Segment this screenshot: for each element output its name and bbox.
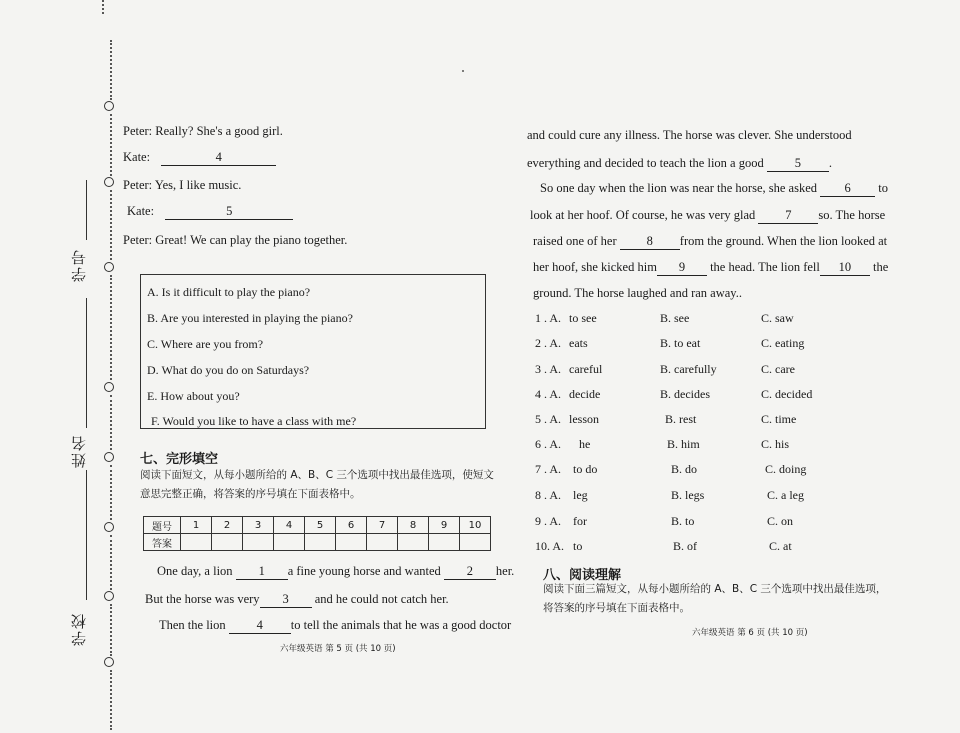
passage-text: to: [878, 181, 888, 195]
choice-number: 1 . A.: [535, 311, 562, 325]
answer-cell[interactable]: [274, 534, 305, 551]
answer-blank[interactable]: 5: [165, 204, 293, 220]
passage-text: her.: [495, 564, 515, 578]
speaker: Kate:: [123, 150, 151, 164]
binding-hole: [104, 382, 114, 392]
section-7-title: 七、完形填空: [140, 452, 219, 467]
table-number: 8: [398, 517, 429, 534]
choice-number: 3 . A.: [535, 362, 562, 376]
answer-blank[interactable]: 4: [161, 150, 276, 166]
choice-a[interactable]: to do: [573, 462, 598, 476]
binding-dotted-line: [110, 670, 112, 730]
answer-cell[interactable]: [367, 534, 398, 551]
choice-b[interactable]: B. see: [660, 311, 690, 325]
student-number-label: 学号: [70, 248, 88, 282]
binding-hole: [104, 452, 114, 462]
choice-number: 5 . A.: [535, 412, 562, 426]
choice-row: [535, 412, 865, 428]
dialogue-line: [123, 124, 283, 139]
table-number: 1: [181, 517, 212, 534]
choice-a[interactable]: lesson: [569, 412, 599, 426]
binding-hole: [104, 262, 114, 272]
student-number-line: [86, 180, 87, 240]
passage-text: everything and decided to teach the lion a good: [527, 156, 764, 170]
dialogue-line: [127, 204, 293, 220]
passage-text: raised one of her: [533, 234, 617, 248]
speaker: Peter:: [123, 233, 153, 247]
options-box: [140, 274, 486, 429]
name-line: [86, 298, 87, 428]
choice-b[interactable]: B. to eat: [660, 336, 701, 350]
choice-number: 4 . A.: [535, 387, 562, 401]
answer-cell[interactable]: [212, 534, 243, 551]
binding-hole: [104, 591, 114, 601]
choice-a[interactable]: eats: [569, 336, 588, 350]
passage-text: Then the lion: [159, 618, 226, 632]
choice-a[interactable]: leg: [573, 488, 588, 502]
dialogue-text: Really? She's a good girl.: [155, 124, 283, 138]
table-number: 9: [429, 517, 460, 534]
speaker: Kate:: [127, 204, 155, 218]
choice-row: [535, 488, 865, 504]
binding-dotted-line: [102, 0, 104, 14]
option-item: C. Where are you from?: [147, 337, 264, 351]
choice-b[interactable]: B. of: [673, 539, 697, 553]
binding-dotted-line: [110, 190, 112, 260]
speaker: Peter:: [123, 124, 153, 138]
passage-text: look at her hoof. Of course, he was very glad: [530, 208, 756, 222]
passage-text: from the ground. When the lion looked at: [679, 234, 888, 248]
choice-a[interactable]: careful: [569, 362, 603, 376]
option-item: A. Is it difficult to play the piano?: [147, 285, 311, 299]
choice-c[interactable]: C. saw: [761, 311, 794, 325]
binding-dotted-line: [110, 604, 112, 656]
cloze-blank[interactable]: 3: [260, 592, 312, 608]
table-number: 4: [274, 517, 305, 534]
choice-number: 8 . A.: [535, 488, 562, 502]
option-item: D. What do you do on Saturdays?: [147, 363, 310, 377]
choice-b[interactable]: B. to: [671, 514, 695, 528]
passage-line: [159, 618, 511, 634]
answer-cell[interactable]: [243, 534, 274, 551]
choice-c[interactable]: C. on: [767, 514, 794, 528]
passage-text: ground. The horse laughed and ran away..: [533, 286, 742, 300]
binding-dotted-line: [110, 40, 112, 100]
table-answer-label: 答案: [144, 534, 181, 551]
cloze-blank[interactable]: 9: [657, 260, 707, 276]
table-number: 7: [367, 517, 398, 534]
choice-row: [535, 539, 865, 555]
choice-a[interactable]: to: [573, 539, 583, 553]
choice-c[interactable]: C. decided: [761, 387, 813, 401]
binding-hole: [104, 177, 114, 187]
choice-number: 9 . A.: [535, 514, 562, 528]
dialogue-line: [123, 150, 276, 166]
option-item: E. How about you?: [147, 389, 240, 403]
cloze-blank[interactable]: 1: [236, 564, 288, 580]
binding-margin: [0, 0, 120, 733]
passage-text: a fine young horse and wanted: [287, 564, 441, 578]
choice-number: 2 . A.: [535, 336, 562, 350]
choice-a[interactable]: he: [579, 437, 591, 451]
passage-text: .: [828, 156, 832, 170]
option-item: B. Are you interested in playing the piano?: [147, 311, 353, 325]
table-number: 6: [336, 517, 367, 534]
choice-c[interactable]: C. time: [761, 412, 797, 426]
binding-hole: [104, 101, 114, 111]
answer-cell[interactable]: [305, 534, 336, 551]
table-number: 3: [243, 517, 274, 534]
choice-c[interactable]: C. eating: [761, 336, 805, 350]
answer-cell[interactable]: [336, 534, 367, 551]
choice-a[interactable]: decide: [569, 387, 601, 401]
choice-row: [535, 336, 865, 352]
choice-row: [535, 311, 865, 327]
binding-dotted-line: [110, 465, 112, 520]
passage-line: [533, 260, 888, 276]
passage-line: [527, 156, 832, 172]
choice-b[interactable]: B. legs: [671, 488, 705, 502]
speaker: Peter:: [123, 178, 153, 192]
choice-number: 10. A.: [535, 539, 565, 553]
passage-text: the head. The lion fell: [710, 260, 820, 274]
binding-hole: [104, 522, 114, 532]
choice-row: [535, 462, 865, 478]
section-7-instruction: 阅读下面短文，从每小题所给的 A、B、C 三个选项中找出最佳选项，使短文意思完整正确，将答案的序号填在下面表格中。: [140, 469, 494, 500]
choice-number: 6 . A.: [535, 437, 562, 451]
table-header-label: 题号: [144, 517, 181, 534]
passage-line: [145, 592, 449, 608]
choice-c[interactable]: C. care: [761, 362, 795, 376]
choice-c[interactable]: C. doing: [765, 462, 807, 476]
answer-table: [143, 516, 491, 551]
answer-cell[interactable]: [460, 534, 491, 551]
choice-b[interactable]: B. decides: [660, 387, 710, 401]
choice-row: [535, 437, 865, 453]
page-footer-right: 六年级英语 第 6 页 (共 10 页): [692, 628, 808, 638]
passage-text: so. The horse: [818, 208, 886, 222]
binding-hole: [104, 657, 114, 667]
answer-cell[interactable]: [181, 534, 212, 551]
choice-row: [535, 387, 865, 403]
binding-dotted-line: [110, 275, 112, 380]
choice-c[interactable]: C. his: [761, 437, 790, 451]
cloze-blank[interactable]: 7: [758, 208, 818, 224]
dialogue-text: Great! We can play the piano together.: [155, 233, 348, 247]
dialogue-line: [123, 178, 241, 193]
passage-text: One day, a lion: [157, 564, 233, 578]
table-number: 10: [460, 517, 491, 534]
cloze-blank[interactable]: 5: [767, 156, 829, 172]
passage-text: to tell the animals that he was a good doctor: [290, 618, 512, 632]
answer-cell[interactable]: [398, 534, 429, 551]
choice-row: [535, 514, 865, 530]
section-8-title: 八、阅读理解: [543, 568, 622, 583]
choice-a[interactable]: for: [573, 514, 587, 528]
choice-c[interactable]: C. a leg: [767, 488, 804, 502]
choice-b[interactable]: B. him: [667, 437, 700, 451]
answer-cell[interactable]: [429, 534, 460, 551]
cloze-blank[interactable]: 8: [620, 234, 680, 250]
cloze-blank[interactable]: 4: [229, 618, 291, 634]
section-8-instruction: 阅读下面三篇短文，从每小题所给的 A、B、C 三个选项中找出最佳选项，将答案的序号填在下面表格中。: [543, 583, 887, 614]
name-label: 姓名: [70, 434, 88, 468]
passage-text: her hoof, she kicked him: [533, 260, 657, 274]
school-line: [86, 470, 87, 600]
passage-line: [530, 208, 885, 224]
table-number: 5: [305, 517, 336, 534]
binding-dotted-line: [110, 535, 112, 590]
choice-a[interactable]: to see: [569, 311, 597, 325]
cloze-blank[interactable]: 6: [820, 181, 875, 197]
passage-text: But the horse was very: [145, 592, 260, 606]
answer-table-header-row: [144, 517, 491, 534]
passage-line: [157, 564, 514, 580]
cloze-blank[interactable]: 10: [820, 260, 870, 276]
choice-row: [535, 362, 865, 378]
passage-text: and could cure any illness. The horse was clever. She understood: [527, 128, 852, 142]
dialogue-line: [123, 233, 347, 248]
passage-line: [533, 234, 887, 250]
school-label: 学校: [70, 612, 88, 646]
passage-line: [540, 181, 888, 197]
choice-b[interactable]: B. rest: [665, 412, 697, 426]
cloze-blank[interactable]: 2: [444, 564, 496, 580]
passage-text: the: [873, 260, 889, 274]
page-footer-left: 六年级英语 第 5 页 (共 10 页): [280, 644, 396, 654]
choice-b[interactable]: B. carefully: [660, 362, 717, 376]
passage-text: So one day when the lion was near the horse, she asked: [540, 181, 818, 195]
answer-table-answer-row: [144, 534, 491, 551]
choice-b[interactable]: B. do: [671, 462, 698, 476]
speck: [462, 70, 464, 72]
table-number: 2: [212, 517, 243, 534]
option-item: F. Would you like to have a class with me?: [151, 414, 357, 428]
binding-dotted-line: [110, 114, 112, 176]
choice-c[interactable]: C. at: [769, 539, 792, 553]
passage-text: and he could not catch her.: [314, 592, 449, 606]
binding-dotted-line: [110, 395, 112, 450]
dialogue-text: Yes, I like music.: [154, 178, 242, 192]
choice-number: 7 . A.: [535, 462, 562, 476]
